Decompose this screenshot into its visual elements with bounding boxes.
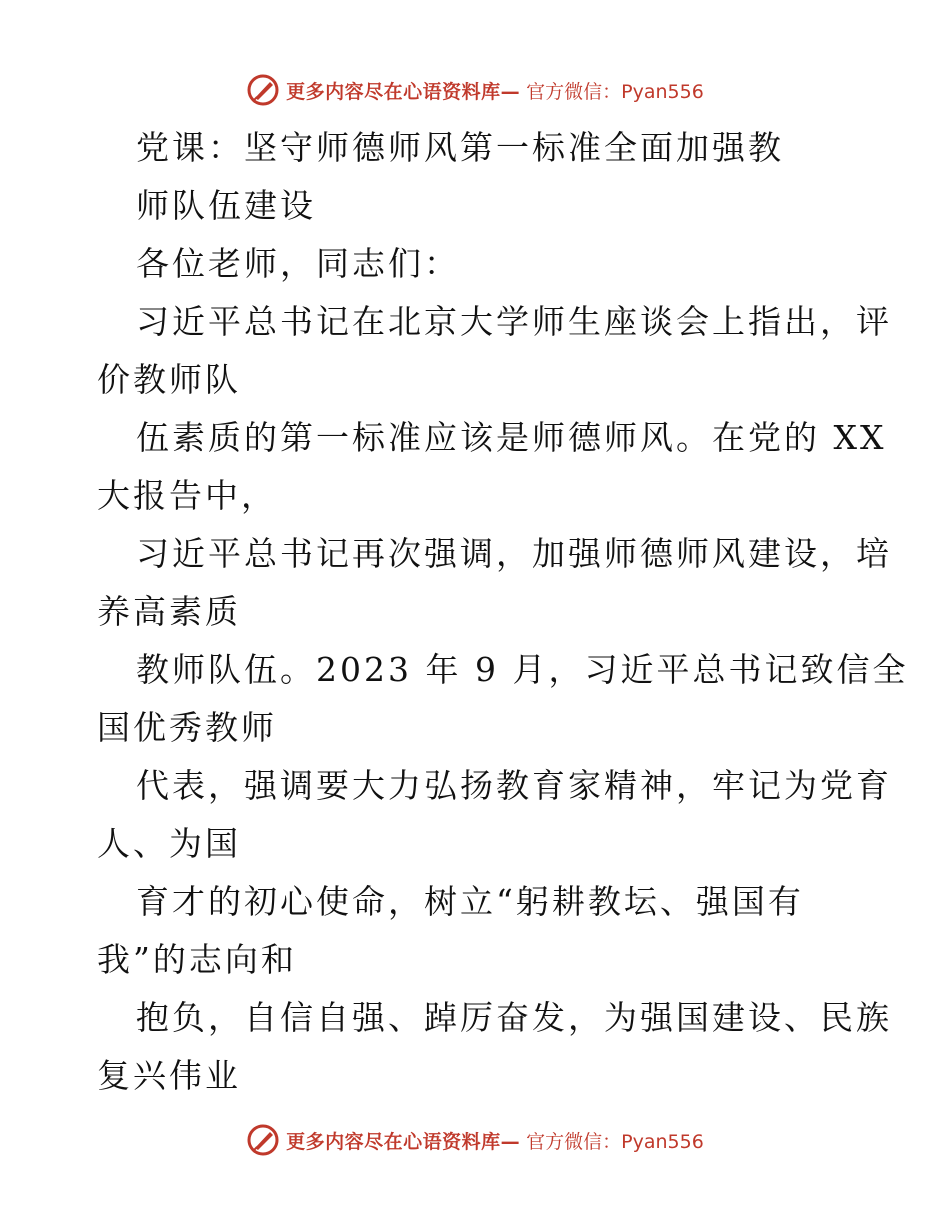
text-line: 价教师队	[97, 360, 241, 399]
text-line: 育才的初心使命，树立“躬耕教坛、强国有	[136, 882, 804, 921]
text-line: 复兴伟业	[97, 1056, 241, 1095]
text-line: 我”的志向和	[97, 940, 297, 979]
quill-seal-icon	[246, 1123, 280, 1157]
text-line: 教师队伍。2023 年 9 月，习近平总书记致信全	[136, 650, 909, 689]
text-line: 国优秀教师	[97, 708, 277, 747]
text-line: 伍素质的第一标准应该是师德师风。在党的 XX	[136, 418, 887, 457]
text-line: 大报告中，	[97, 476, 277, 515]
text-line: 习近平总书记再次强调，加强师德师风建设，培	[136, 534, 892, 573]
header-watermark	[0, 70, 950, 110]
text-line: 习近平总书记在北京大学师生座谈会上指出，评	[136, 302, 892, 341]
title-line-2: 师队伍建设	[136, 186, 316, 225]
watermark-text: 更多内容尽在心语资料库—	[286, 80, 521, 103]
text-line: 养高素质	[97, 592, 241, 631]
watermark-wechat: 官方微信：Pyan556	[526, 1130, 704, 1153]
title-line-1: 党课：坚守师德师风第一标准全面加强教	[136, 128, 784, 167]
watermark-wechat: 官方微信：Pyan556	[526, 80, 704, 103]
text-line: 抱负，自信自强、踔厉奋发，为强国建设、民族	[136, 998, 892, 1037]
text-line: 人、为国	[97, 824, 241, 863]
quill-seal-icon	[246, 73, 280, 107]
watermark-text: 更多内容尽在心语资料库—	[286, 1130, 521, 1153]
footer-watermark	[0, 1120, 950, 1160]
text-line: 代表，强调要大力弘扬教育家精神，牢记为党育	[136, 766, 892, 805]
salutation: 各位老师，同志们：	[136, 244, 460, 283]
